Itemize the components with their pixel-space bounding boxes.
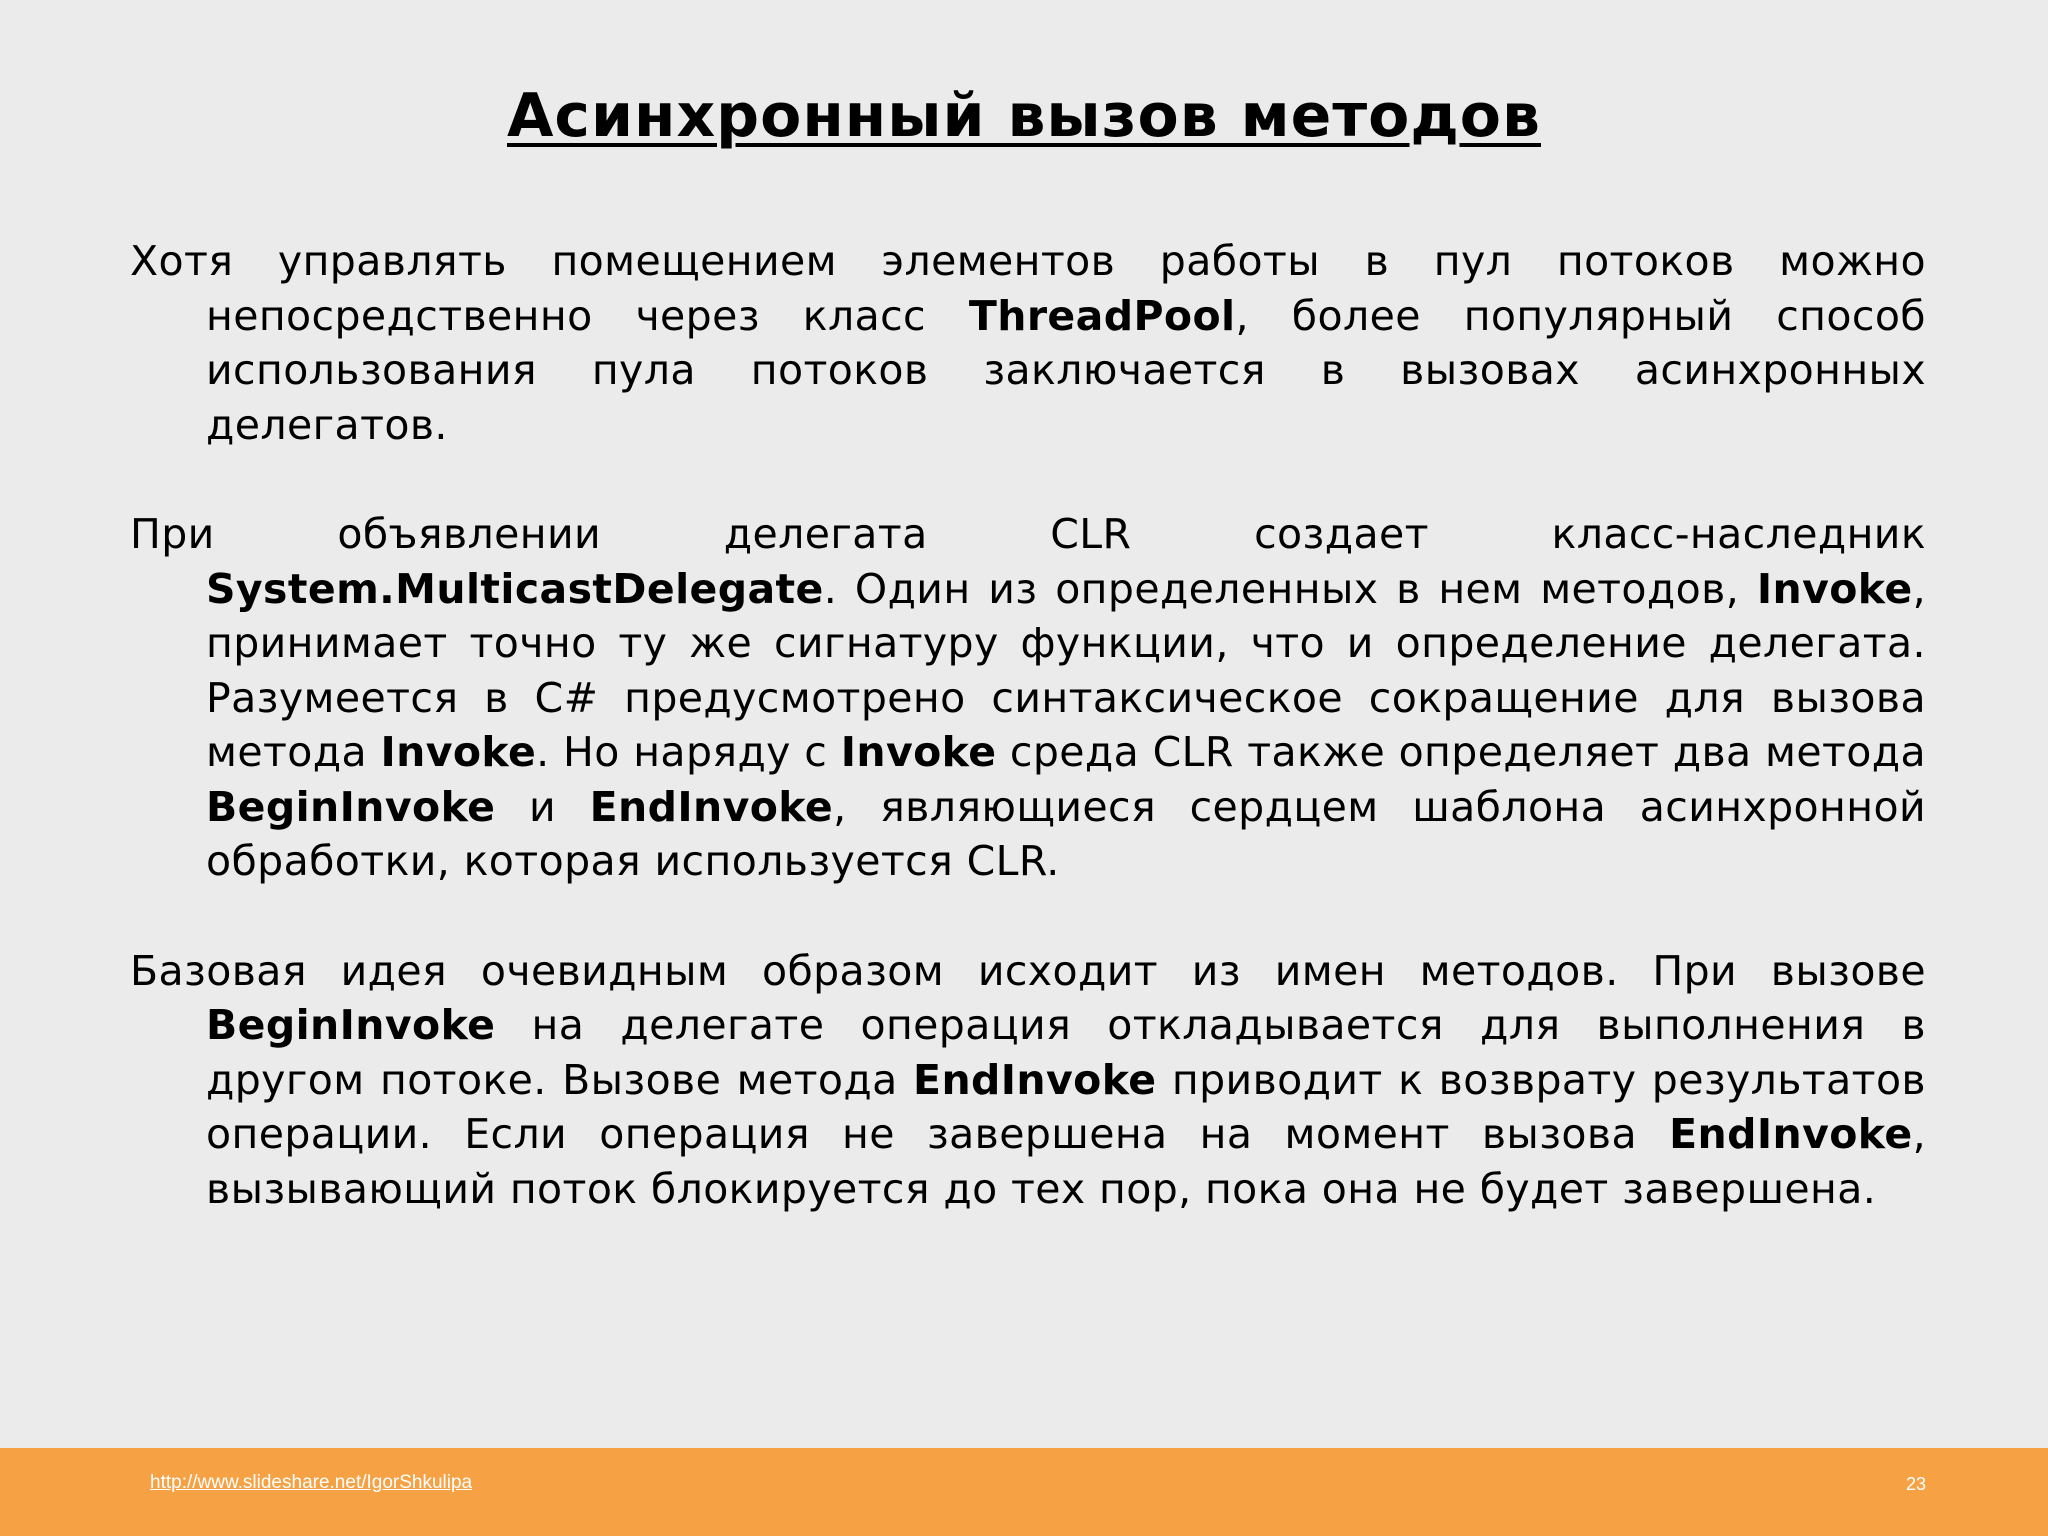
slide-title-text: Асинхронный вызов методов <box>506 81 1541 151</box>
footer-bar <box>0 1448 2048 1536</box>
paragraph-multicast-delegate <box>130 507 1926 889</box>
page-number: 23 <box>1905 1474 1926 1494</box>
paragraph-segment: Хотя управлять помещением элементов работы в пул потоков можно непосредственно через класс <box>130 237 1926 340</box>
paragraph-segment: , более популярный способ использования пула потоков заключается в вызовах асинхронных делегатов. <box>206 291 1926 449</box>
keyword-endinvoke: EndInvoke <box>589 782 834 831</box>
keyword-invoke: Invoke <box>1756 564 1913 613</box>
paragraph-segment: на делегате операция откладывается для выполнения в другом потоке. Вызове метода <box>206 1001 1926 1104</box>
paragraph-segment: , вызывающий поток блокируется до тех пор, пока она не будет завершена. <box>206 1110 1926 1213</box>
keyword-begininvoke: BeginInvoke <box>206 1001 496 1049</box>
paragraph-segment: , являющиеся сердцем шаблона асинхронной обработки, которая используется CLR. <box>206 782 1926 885</box>
paragraph-segment: приводит к возврату результатов операции. Если операция не завершена на момент вызова <box>206 1055 1926 1158</box>
footer-source-link[interactable]: http://www.slideshare.net/IgorShkulipa <box>150 1472 473 1493</box>
keyword-threadpool: ThreadPool <box>968 291 1236 340</box>
keyword-endinvoke: EndInvoke <box>913 1055 1157 1104</box>
paragraph-threadpool <box>130 234 1926 452</box>
paragraph-segment: среда CLR также определяет два метода <box>996 728 1926 776</box>
keyword-multicast-delegate: System.MulticastDelegate <box>206 564 824 613</box>
paragraph-segment: Базовая идея очевидным образом исходит из имен методов. При вызове <box>130 946 1926 995</box>
paragraph-basic-idea <box>130 944 1926 1217</box>
paragraph-segment: и <box>495 782 590 831</box>
paragraph-segment: , принимает точно ту же сигнатуру функции, что и определение делегата. Разумеется в C# предусмотрено синтаксическое сокращение для вызова метода <box>206 564 1926 776</box>
keyword-invoke: Invoke <box>840 728 997 776</box>
keyword-endinvoke: EndInvoke <box>1669 1110 1913 1158</box>
paragraph-segment: . Один из определенных в нем методов, <box>823 564 1757 613</box>
slide-body <box>130 234 1926 1271</box>
keyword-invoke: Invoke <box>380 728 537 776</box>
keyword-begininvoke: BeginInvoke <box>206 782 496 831</box>
paragraph-segment: При объявлении делегата CLR создает класс-наследник <box>130 510 1926 558</box>
slide-title <box>0 76 2048 156</box>
paragraph-segment: . Но наряду с <box>536 728 841 776</box>
